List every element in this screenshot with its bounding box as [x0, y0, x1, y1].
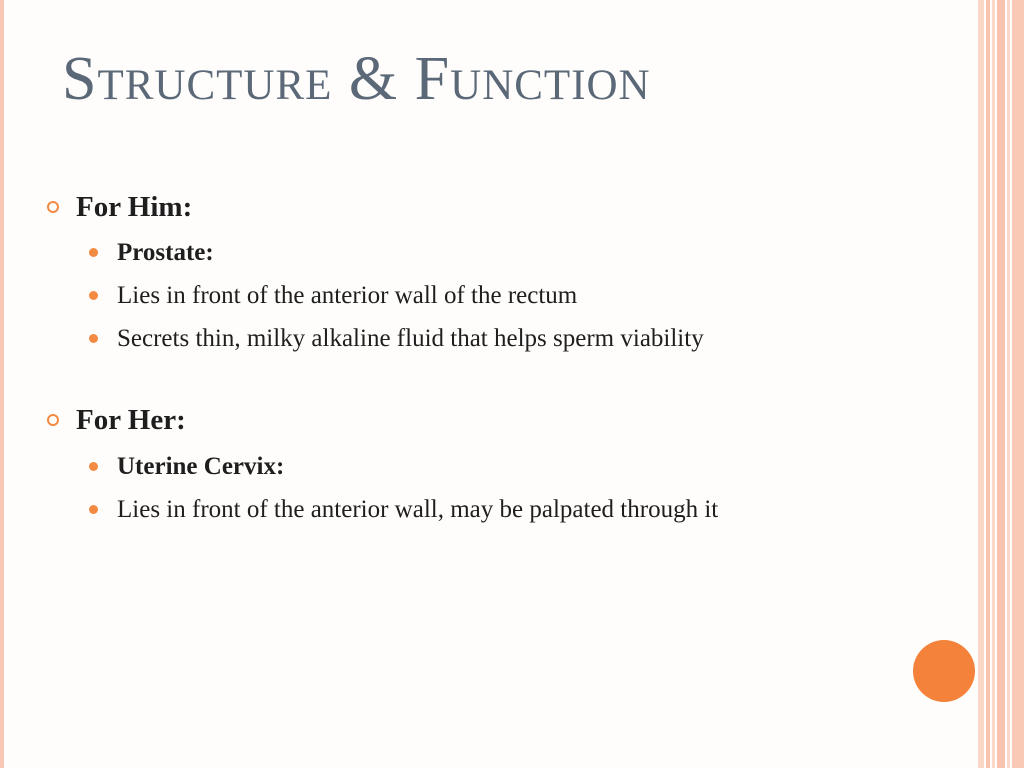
dot-bullet-icon [89, 505, 98, 514]
decorative-stripe [1012, 0, 1024, 768]
decorative-stripe [992, 0, 995, 768]
list-item: Lies in front of the anterior wall of the rectum [117, 282, 578, 309]
section-heading-her: For Her: [76, 404, 186, 436]
dot-bullet-icon [89, 462, 98, 471]
ring-bullet-icon [47, 201, 59, 213]
left-edge-border [0, 0, 4, 768]
slide-title: Structure & Function [62, 45, 651, 113]
decorative-orange-circle [913, 640, 975, 702]
decorative-stripe [997, 0, 1005, 768]
decorative-stripe [986, 0, 990, 768]
list-item-uterine-cervix: Uterine Cervix: [117, 453, 285, 480]
dot-bullet-icon [89, 291, 98, 300]
ring-bullet-icon [47, 414, 59, 426]
list-item: Lies in front of the anterior wall, may be palpated through it [117, 496, 719, 523]
section-heading-him: For Him: [76, 191, 193, 223]
dot-bullet-icon [89, 334, 98, 343]
list-item-prostate: Prostate: [117, 239, 214, 266]
list-item: Secrets thin, milky alkaline fluid that helps sperm viability [117, 325, 704, 352]
decorative-stripe [1007, 0, 1010, 768]
dot-bullet-icon [89, 248, 98, 257]
decorative-stripe [978, 0, 984, 768]
